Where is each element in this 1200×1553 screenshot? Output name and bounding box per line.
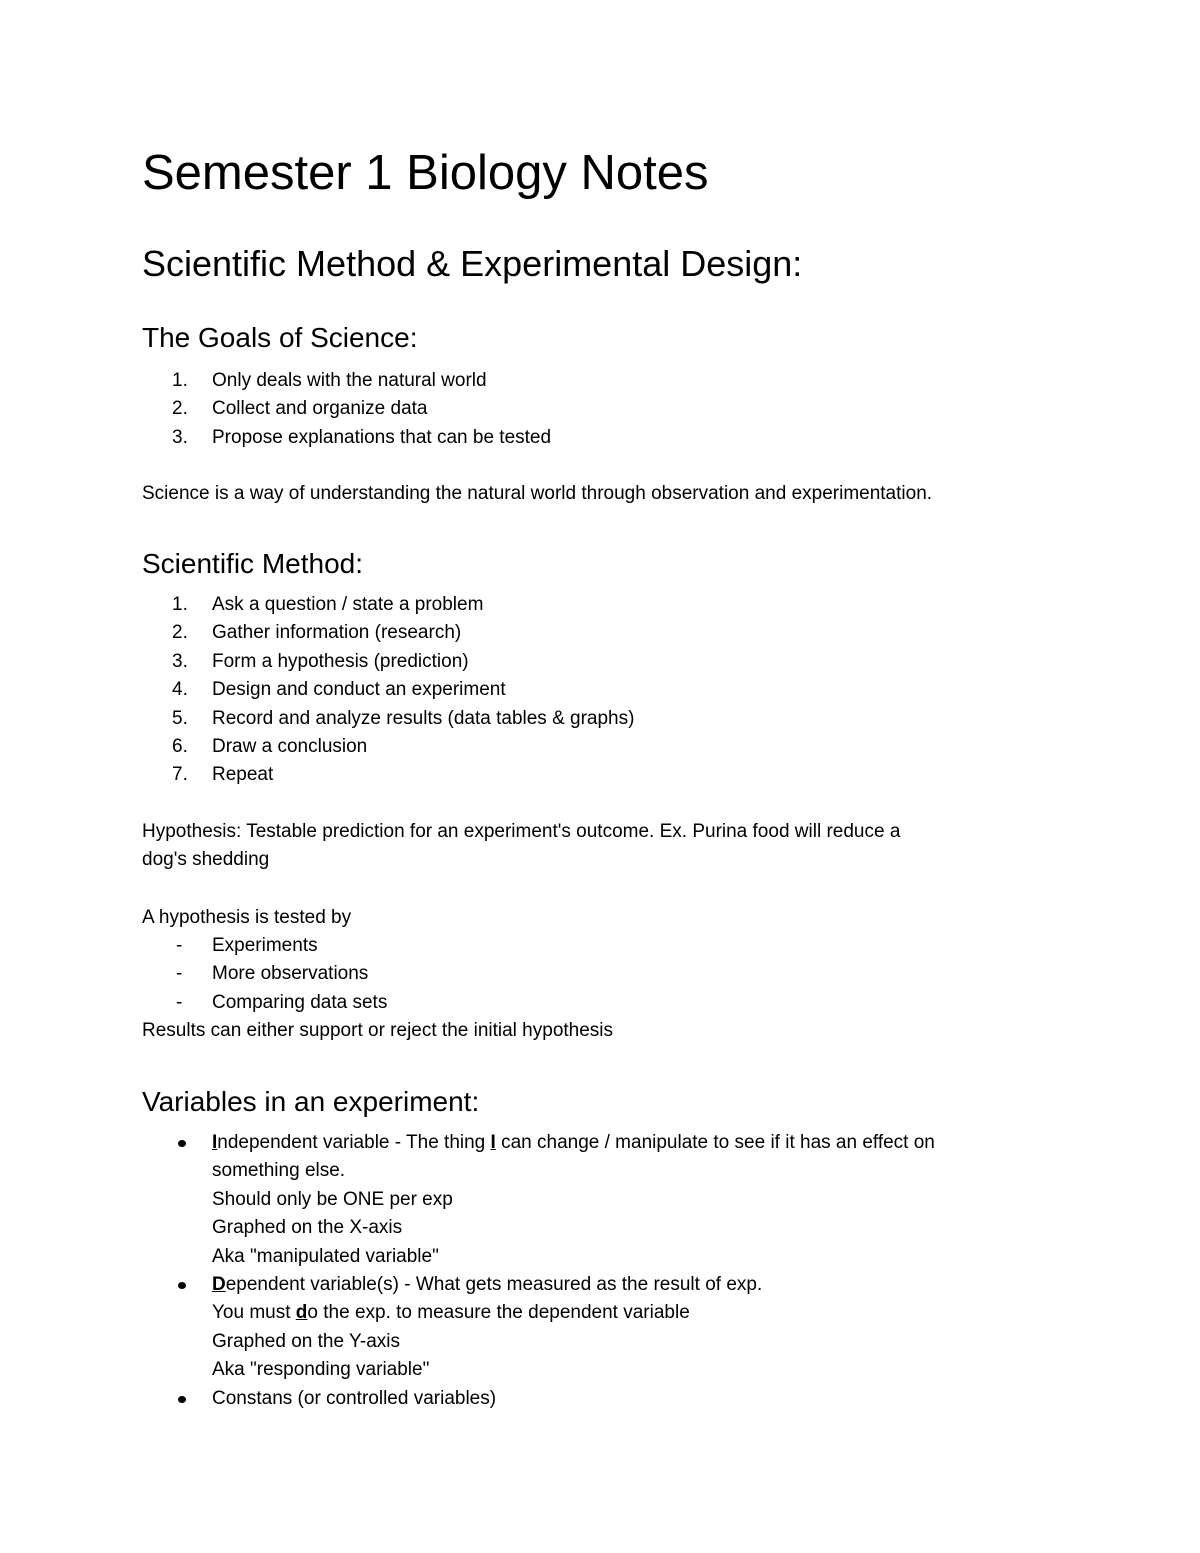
variable-line: Aka "manipulated variable" — [212, 1245, 439, 1267]
list-item — [0, 619, 1200, 647]
list-item — [0, 932, 1200, 960]
method-list — [0, 591, 1200, 790]
list-item — [0, 761, 1200, 789]
list-number: 7. — [172, 764, 188, 786]
list-item — [0, 676, 1200, 704]
dash-marker: - — [176, 991, 183, 1013]
results-text: Results can either support or reject the initial hypothesis — [142, 1020, 614, 1041]
bullet-icon — [178, 1396, 186, 1403]
dash-marker: - — [176, 963, 183, 985]
hypothesis-line: dog's shedding — [142, 849, 270, 871]
bullet-icon — [178, 1140, 186, 1147]
variable-line: Constans (or controlled variables) — [212, 1387, 497, 1409]
variable-line: Graphed on the X-axis — [212, 1217, 403, 1239]
list-item-text: Record and analyze results (data tables & graphs) — [212, 707, 635, 729]
list-item-text: Design and conduct an experiment — [212, 679, 506, 701]
variable-line — [212, 1299, 1200, 1327]
list-item — [0, 705, 1200, 733]
bullet-icon — [178, 1282, 186, 1289]
key-letter: I — [212, 1132, 218, 1153]
list-number: 3. — [172, 426, 188, 448]
variables-heading: Variables in an experiment: — [142, 1086, 480, 1117]
list-number: 6. — [172, 736, 188, 758]
list-item — [0, 989, 1200, 1017]
document-title: Semester 1 Biology Notes — [142, 146, 709, 200]
hypothesis-paragraph — [142, 818, 900, 875]
list-item-text: Propose explanations that can be tested — [212, 426, 552, 448]
variable-text: ndependent variable - The thing — [217, 1132, 491, 1153]
list-item-text: Ask a question / state a problem — [212, 594, 484, 615]
list-item-dependent — [0, 1271, 1200, 1385]
key-letter: d — [295, 1302, 308, 1324]
list-item — [0, 960, 1200, 988]
list-number: 1. — [172, 594, 188, 615]
dash-marker: - — [176, 935, 183, 956]
list-item-independent — [0, 1129, 1200, 1271]
tested-by-list — [0, 932, 1200, 1017]
list-item — [0, 648, 1200, 676]
goals-heading: The Goals of Science: — [142, 322, 418, 353]
section-heading: Scientific Method & Experimental Design: — [142, 243, 803, 284]
science-definition: Science is a way of understanding the natural world through observation and experimentation. — [142, 483, 933, 504]
list-number: 1. — [172, 370, 188, 391]
list-item — [0, 395, 1200, 423]
variable-line: Graphed on the Y-axis — [212, 1330, 401, 1352]
list-item — [0, 733, 1200, 761]
list-item-text: Draw a conclusion — [212, 736, 368, 758]
key-letter: I — [490, 1132, 496, 1153]
list-item-text: Collect and organize data — [212, 398, 428, 420]
variables-list — [0, 1129, 1200, 1413]
list-item-text: Experiments — [212, 935, 318, 956]
variable-text: ependent variable(s) - What gets measured as the result of exp. — [225, 1274, 763, 1296]
list-number: 5. — [172, 707, 188, 729]
list-item — [0, 367, 1200, 395]
tested-by-text: A hypothesis is tested by — [142, 907, 352, 928]
list-number: 2. — [172, 398, 188, 420]
list-item — [0, 591, 1200, 619]
variable-line: Aka "responding variable" — [212, 1359, 430, 1381]
variable-text: You must — [212, 1302, 296, 1324]
variable-line — [212, 1129, 1200, 1157]
list-item-text: Gather information (research) — [212, 622, 462, 644]
variable-line — [212, 1271, 1200, 1299]
list-number: 3. — [172, 650, 188, 672]
list-number: 4. — [172, 679, 188, 701]
variable-line: Should only be ONE per exp — [212, 1188, 453, 1210]
list-item-text: More observations — [212, 963, 369, 985]
method-heading: Scientific Method: — [142, 548, 363, 579]
variable-text: o the exp. to measure the dependent variable — [307, 1302, 690, 1324]
list-item-text: Comparing data sets — [212, 991, 388, 1013]
list-item-constants — [0, 1385, 1200, 1413]
key-letter: D — [212, 1274, 226, 1296]
list-item-text: Only deals with the natural world — [212, 370, 487, 391]
list-number: 2. — [172, 622, 188, 644]
variable-text: can change / manipulate to see if it has an effect on — [495, 1132, 935, 1153]
list-item-text: Form a hypothesis (prediction) — [212, 650, 469, 672]
hypothesis-line: Hypothesis: Testable prediction for an experiment's outcome. Ex. Purina food will reduce a — [142, 821, 901, 842]
variable-line: something else. — [212, 1160, 346, 1182]
goals-list — [0, 367, 1200, 452]
list-item — [0, 424, 1200, 452]
list-item-text: Repeat — [212, 764, 274, 786]
